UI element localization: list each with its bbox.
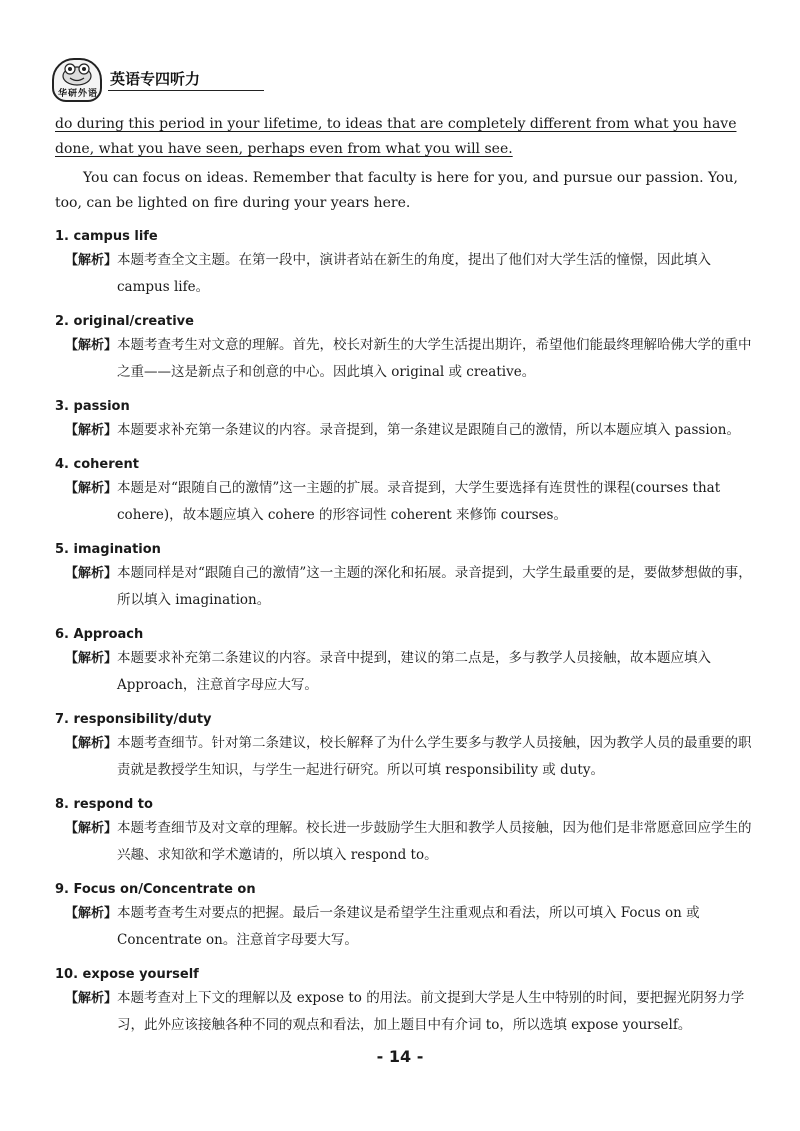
analysis-tag: 【解析】 xyxy=(65,736,118,751)
explanation-text: 本题同样是对“跟随自己的激情”这一主题的深化和拓展。录音提到，大学生最重要的是，要做梦想做的事，所以填入 imagination。 xyxy=(117,565,752,608)
analysis-tag: 【解析】 xyxy=(65,481,118,496)
answer-title: 8. respond to xyxy=(55,797,153,812)
header-title: 英语专四听力 xyxy=(110,70,201,88)
answer-explanation xyxy=(55,730,755,784)
explanation-text: 本题考查细节及对文章的理解。校长进一步鼓励学生大胆和教学人员接触，因为他们是非常愿意回应学生的兴趣、求知欲和学术邀请的，所以填入 respond to。 xyxy=(117,820,752,863)
explanation-text: 本题要求补充第二条建议的内容。录音中提到，建议的第二点是，多与教学人员接触，故本题应填入 Approach，注意首字母应大写。 xyxy=(117,650,711,693)
frog-mascot-icon xyxy=(58,62,96,86)
answer-explanation xyxy=(55,475,755,529)
explanation-text: 本题要求补充第一条建议的内容。录音提到，第一条建议是跟随自己的激情，所以本题应填入 passion。 xyxy=(117,422,740,438)
analysis-tag: 【解析】 xyxy=(65,821,118,836)
analysis-tag: 【解析】 xyxy=(65,991,118,1006)
analysis-tag: 【解析】 xyxy=(65,423,118,438)
page-header xyxy=(52,58,272,100)
answer-item xyxy=(55,397,755,444)
answer-item xyxy=(55,710,755,784)
answer-item xyxy=(55,625,755,699)
answer-explanation xyxy=(55,247,755,301)
answer-item xyxy=(55,312,755,386)
answer-explanation xyxy=(55,900,755,954)
explanation-text: 本题考查细节。针对第二条建议，校长解释了为什么学生要多与教学人员接触，因为教学人员的最重要的职责就是教授学生知识，与学生一起进行研究。所以可填 responsibility 或 duty。 xyxy=(117,735,752,778)
analysis-tag: 【解析】 xyxy=(65,566,118,581)
answer-explanation xyxy=(55,645,755,699)
analysis-tag: 【解析】 xyxy=(65,651,118,666)
answer-explanation xyxy=(55,560,755,614)
answer-item xyxy=(55,880,755,954)
analysis-tag: 【解析】 xyxy=(65,338,118,353)
answer-item xyxy=(55,795,755,869)
page-content xyxy=(55,112,755,1039)
explanation-text: 本题考查考生对文意的理解。首先，校长对新生的大学生活提出期许，希望他们能最终理解哈佛大学的重中之重——这是新点子和创意的中心。因此填入 original 或 creative。 xyxy=(117,337,752,380)
answer-explanation xyxy=(55,815,755,869)
answer-item xyxy=(55,227,755,301)
answer-title: 3. passion xyxy=(55,399,130,414)
answer-title: 1. campus life xyxy=(55,229,158,244)
explanation-text: 本题考查对上下文的理解以及 expose to 的用法。前文提到大学是人生中特别的时间，要把握光阴努力学习，此外应该接触各种不同的观点和看法，加上题目中有介词 to，所以选填 expose yourself。 xyxy=(117,990,745,1033)
answer-title: 5. imagination xyxy=(55,542,161,557)
page-number: - 14 - xyxy=(376,1047,424,1066)
analysis-tag: 【解析】 xyxy=(65,253,118,268)
explanation-text: 本题考查全文主题。在第一段中，演讲者站在新生的角度，提出了他们对大学生活的憧憬，因此填入 campus life。 xyxy=(117,252,711,295)
intro-paragraph: You can focus on ideas. Remember that faculty is here for you, and pursue our passion. You, too, can be lighted on fire during your years here. xyxy=(55,170,738,211)
answer-explanation xyxy=(55,417,755,444)
answer-list xyxy=(55,227,755,1039)
answer-title: 2. original/creative xyxy=(55,314,194,329)
logo-text: 华研外语 xyxy=(57,89,98,99)
answer-title: 7. responsibility/duty xyxy=(55,712,212,727)
answer-item xyxy=(55,965,755,1039)
analysis-tag: 【解析】 xyxy=(65,906,118,921)
answer-title: 10. expose yourself xyxy=(55,967,199,982)
answer-explanation xyxy=(55,332,755,386)
answer-title: 4. coherent xyxy=(55,457,139,472)
explanation-text: 本题考查考生对要点的把握。最后一条建议是希望学生注重观点和看法，所以可填入 Focus on 或 Concentrate on。注意首字母要大写。 xyxy=(117,905,700,948)
header-divider xyxy=(108,90,264,91)
answer-item xyxy=(55,540,755,614)
intro-underlined-text: do during this period in your lifetime, to ideas that are completely different from what you have done, what you have seen, perhaps even from what you will see. xyxy=(55,116,737,157)
answer-item xyxy=(55,455,755,529)
answer-title: 9. Focus on/Concentrate on xyxy=(55,882,256,897)
explanation-text: 本题是对“跟随自己的激情”这一主题的扩展。录音提到，大学生要选择有连贯性的课程(courses that cohere)，故本题应填入 cohere 的形容词性 coherent 来修饰 courses。 xyxy=(117,480,721,523)
answer-title: 6. Approach xyxy=(55,627,144,642)
publisher-logo xyxy=(52,58,102,102)
answer-explanation xyxy=(55,985,755,1039)
